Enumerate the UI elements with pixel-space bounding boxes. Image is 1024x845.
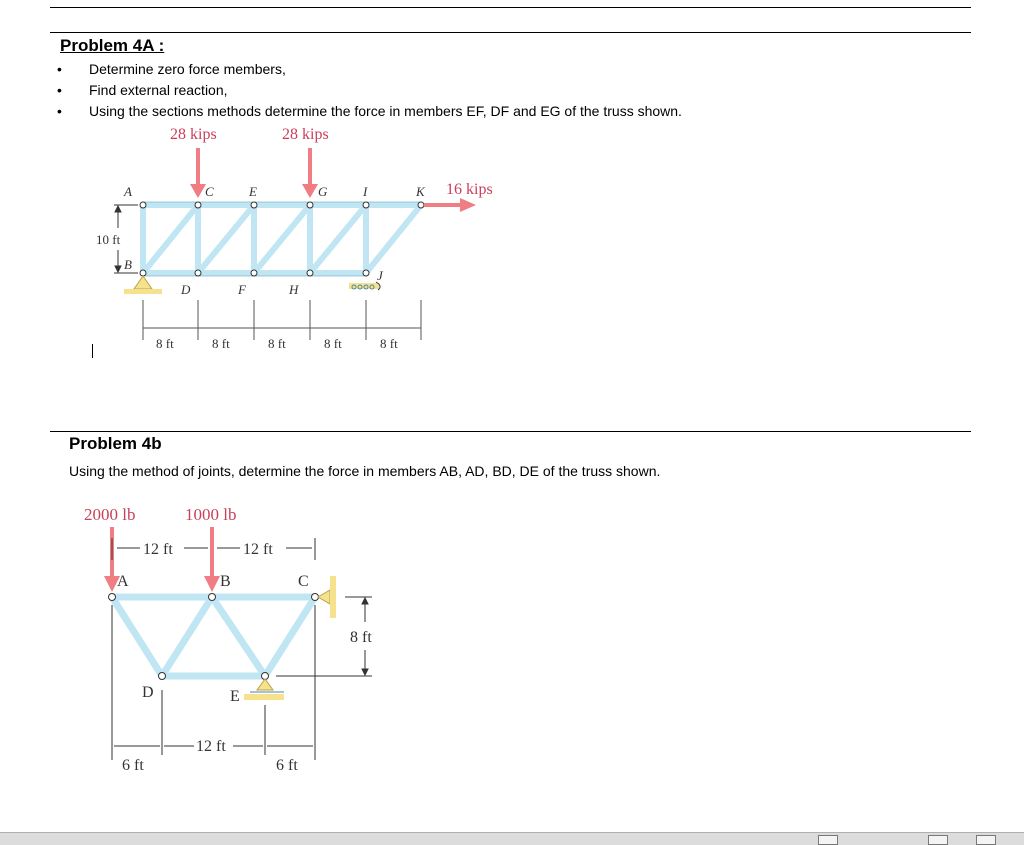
dimension-label: 12 ft [143,541,173,558]
wall-support [318,576,336,618]
problem-4a-heading: Problem 4A : [60,36,165,55]
joint-label: C [298,573,309,590]
joint-label: B [220,573,231,590]
spacing-label: 8 ft [156,336,174,351]
height-label: 10 ft [96,232,121,247]
dimension-label: 12 ft [243,541,273,558]
problem-4b-heading: Problem 4b [69,434,162,453]
bullet-text: Using the sections methods determine the force in members EF, DF and EG of the truss shown. [89,103,682,119]
bullet-dot: • [57,103,62,119]
joint-label: I [363,184,368,199]
load-label: 1000 lb [185,505,237,524]
bullet-dot: • [57,82,62,98]
joint-label: H [289,282,299,297]
joint-label: A [124,184,132,199]
dimension-label: 6 ft [122,757,144,774]
joint-label: C [205,184,214,199]
joint-label: E [230,688,240,705]
spacing-label: 8 ft [268,336,286,351]
dimension-label: 12 ft [196,738,226,755]
joint-label: A [117,573,129,590]
joint-label: J [377,268,383,283]
load-label: 2000 lb [84,505,136,524]
joint-label: F [238,282,246,297]
truss-members [112,597,315,676]
bottom-dimension [112,605,315,760]
bullet-text: Determine zero force members, [89,61,286,77]
spacing-label: 8 ft [324,336,342,351]
joint-label: D [181,282,191,297]
load-label: 16 kips [446,181,493,198]
joint-label: G [318,184,328,199]
bullet-dot: • [57,61,62,77]
dimension-label: 6 ft [276,757,298,774]
status-bar [0,832,1024,845]
bullet-text: Find external reaction, [89,82,228,98]
joint-label: K [416,184,425,199]
load-label: 28 kips [282,126,329,143]
joint-label: E [249,184,257,199]
height-label: 8 ft [350,629,372,646]
spacing-label: 8 ft [212,336,230,351]
spacing-label: 8 ft [380,336,398,351]
joint-label: D [142,684,154,701]
load-label: 28 kips [170,126,217,143]
joint-label: B [124,257,132,272]
roller-support [244,679,284,700]
problem-4b-text: Using the method of joints, determine the force in members AB, AD, BD, DE of the truss shown. [69,463,661,479]
